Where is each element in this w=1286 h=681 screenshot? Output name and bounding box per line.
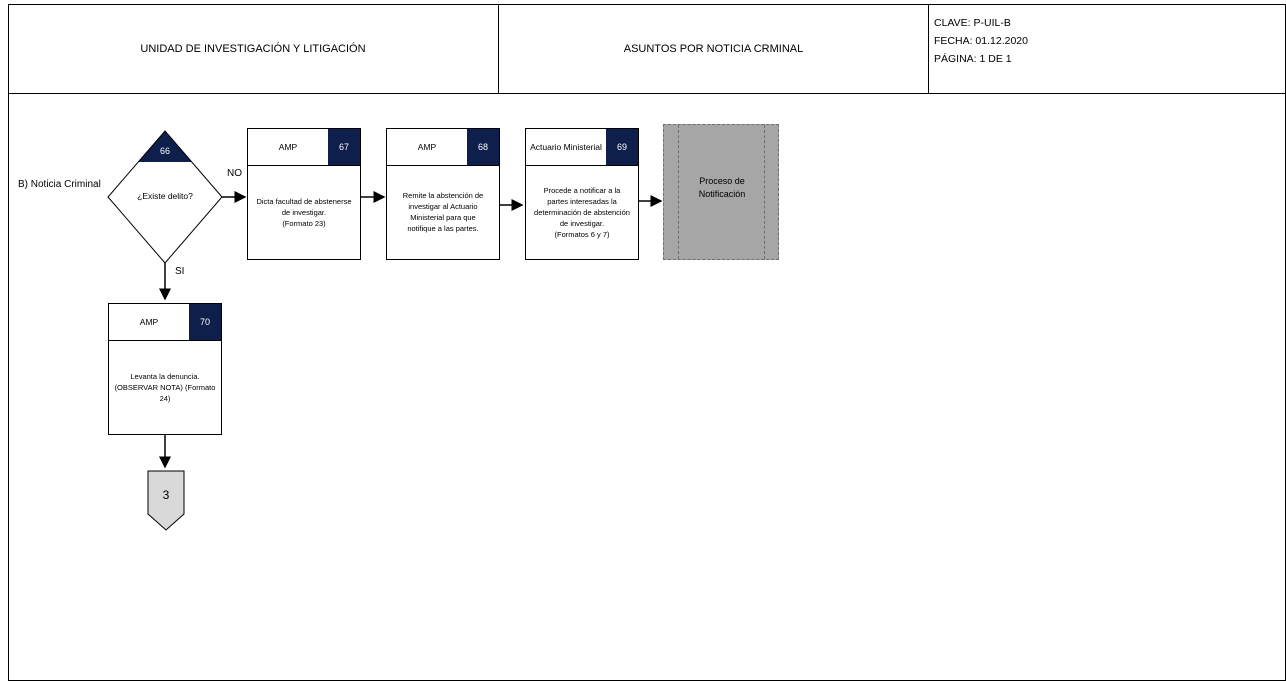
step-header-67 xyxy=(248,129,360,166)
step-number-69: 69 xyxy=(606,129,638,165)
process-inner-line-right xyxy=(764,125,765,259)
step-box-68 xyxy=(386,128,500,260)
step-number-67: 67 xyxy=(328,129,360,165)
decision-yes-label: SI xyxy=(175,266,185,277)
clave-label: CLAVE: P-UIL-B xyxy=(934,17,1011,29)
decision-question: ¿Existe delito? xyxy=(137,191,193,201)
step-text-70: Levanta la denuncia. (OBSERVAR NOTA) (Formato 24) xyxy=(114,371,216,403)
step-role-68: AMP xyxy=(417,142,437,152)
step-role-69: Actuario Ministerial xyxy=(530,142,602,152)
step-text-67: Dicta facultad de abstenerse de investigar. (Formato 23) xyxy=(256,196,352,228)
document-title: ASUNTOS POR NOTICIA CRMINAL xyxy=(623,42,804,55)
process-label: Proceso de Notificación xyxy=(698,176,746,199)
step-text-69: Procede a notificar a la partes interesadas la determinación de abstención de investigar. (Formatos 6 y 7) xyxy=(534,185,630,239)
pagina-label: PÁGINA: 1 DE 1 xyxy=(934,53,1012,65)
step-header-70 xyxy=(109,304,221,341)
step-number-70: 70 xyxy=(189,304,221,340)
step-box-67 xyxy=(247,128,361,260)
decision-no-label: NO xyxy=(227,168,242,179)
step-text-68: Remite la abstención de investigar al Actuario Ministerial para que notifique a las partes. xyxy=(402,191,484,233)
offpage-connector-label: 3 xyxy=(162,488,170,502)
section-label: B) Noticia Criminal xyxy=(18,179,101,190)
step-header-68 xyxy=(387,129,499,166)
step-box-69 xyxy=(525,128,639,260)
decision-number: 66 xyxy=(159,146,170,156)
process-notification xyxy=(663,124,779,260)
step-role-70: AMP xyxy=(139,317,159,327)
step-role-67: AMP xyxy=(278,142,298,152)
step-box-70 xyxy=(108,303,222,435)
fecha-label: FECHA: 01.12.2020 xyxy=(934,35,1028,47)
unit-title: UNIDAD DE INVESTIGACIÓN Y LITIGACIÓN xyxy=(140,42,366,55)
step-header-69 xyxy=(526,129,638,166)
step-number-68: 68 xyxy=(467,129,499,165)
process-inner-line-left xyxy=(678,125,679,259)
